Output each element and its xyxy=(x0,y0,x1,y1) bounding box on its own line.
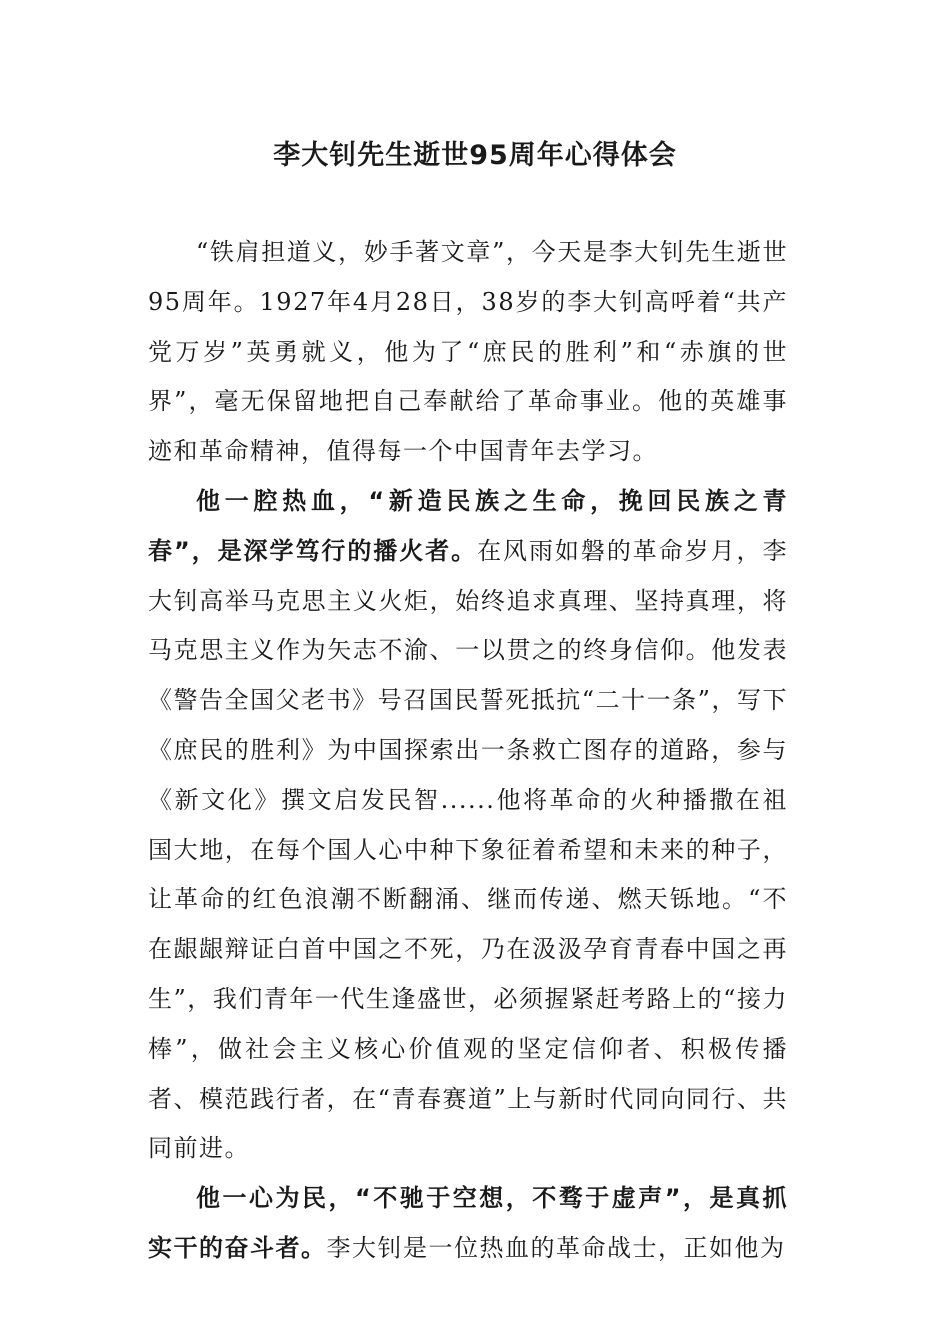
document-body xyxy=(148,228,788,1274)
paragraph-text: 李大钊是一位热血的革命战士，正如他为 xyxy=(326,1233,786,1262)
paragraph-lead: 他一腔热血，“新造民族之生命，挽回民族之青春”，是深学笃行的播火者。 xyxy=(148,486,788,565)
paragraph-text: 在风雨如磐的革命岁月，李大钊高举马克思主义火炬，始终追求真理、坚持真理，将马克思主义作为矢志不渝、一以贯之的终身信仰。他发表《警告全国父老书》号召国民誓死抵抗“二十一条”，写下《庶民的胜利》为中国探索出一条救亡图存的道路，参与《新文化》撰文启发民智......他将革命的火种播撒在祖国大地，在每个国人心中种下象征着希望和未来的种子，让革命的红色浪潮不断翻涌、继而传递、燃天铄地。“不在龈龈辩证白首中国之不死，乃在汲汲孕育青春中国之再生”，我们青年一代生逢盛世，必须握紧赶考路上的“接力棒”，做社会主义核心价值观的坚定信仰者、积极传播者、模范践行者，在“青春赛道”上与新时代同向同行、共同前进。 xyxy=(148,536,789,1163)
paragraph-torchbearer xyxy=(148,477,788,1174)
paragraph-lead: 他一心为民，“不驰于空想，不骛于虚声”，是真抓实干的奋斗者。 xyxy=(148,1184,788,1262)
paragraph-text: “铁肩担道义，妙手著文章”，今天是李大钊先生逝世95周年。1927年4月28日，38岁的李大钊高呼着“共产党万岁”英勇就义，他为了“庶民的胜利”和“赤旗的世界”，毫无保留地把自己奉献给了革命事业。他的英雄事迹和革命精神，值得每一个中国青年去学习。 xyxy=(148,238,788,466)
document-title: 李大钊先生逝世95周年心得体会 xyxy=(273,140,677,171)
paragraph-intro xyxy=(148,228,788,477)
paragraph-striver xyxy=(148,1174,788,1274)
